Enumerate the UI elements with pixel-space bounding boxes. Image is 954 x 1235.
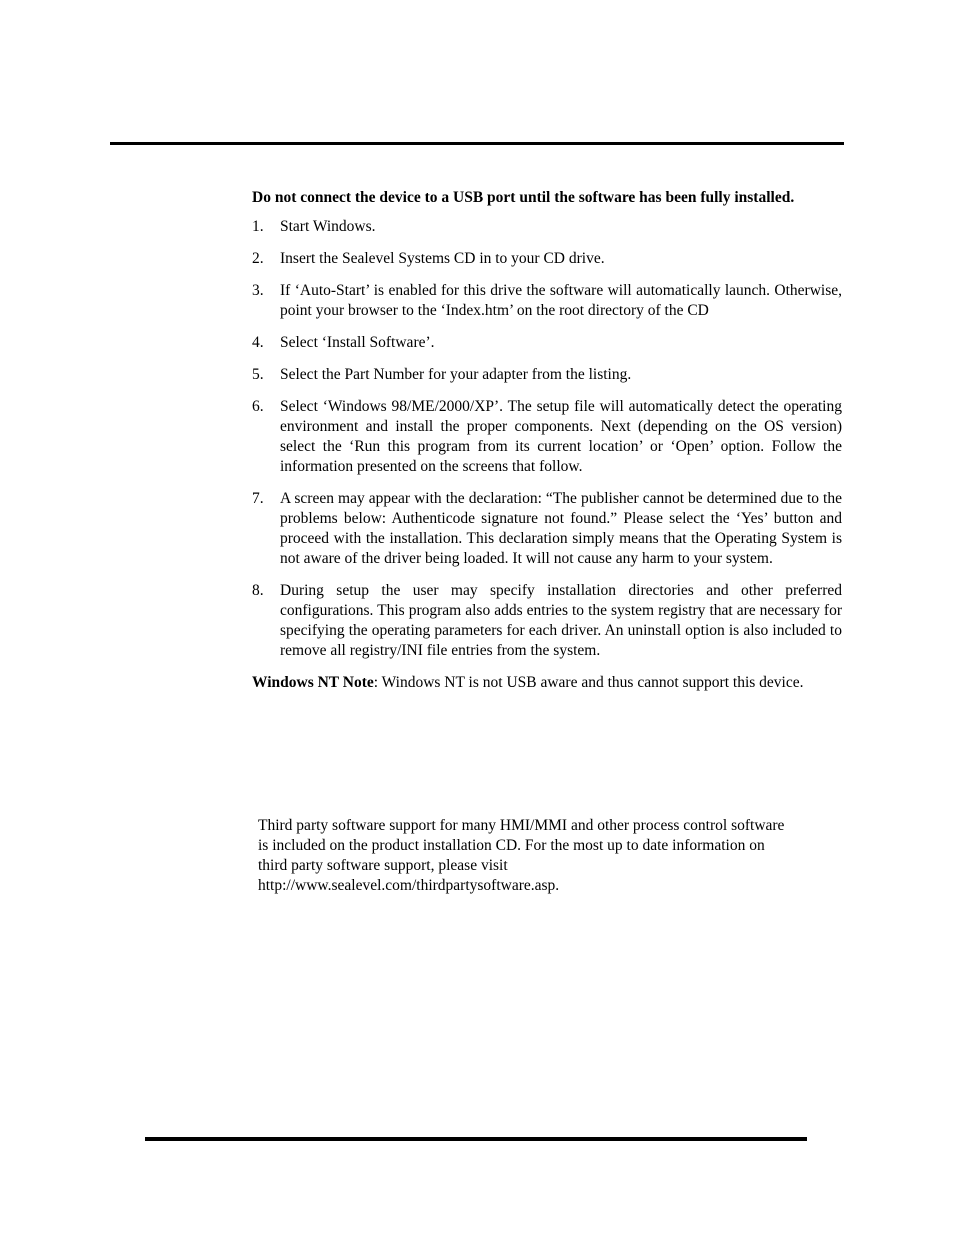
step-number: 2. <box>252 250 264 267</box>
usb-warning: Do not connect the device to a USB port until the software has been fully installed. <box>252 189 795 206</box>
step-text: If ‘Auto-Start’ is enabled for this drive the software will automatically launch. Otherwise, point your browser to the ‘Index.htm’ on the root directory of the CD <box>280 282 842 319</box>
install-step <box>252 249 842 269</box>
install-instructions <box>252 188 842 693</box>
footer-rule <box>145 1137 807 1141</box>
step-text: A screen may appear with the declaration: “The publisher cannot be determined due to the problems below: Authenticode signature not found.” Please select the ‘Yes’ button and proceed with the installation. This declaration simply means that the Operating System is not aware of the driver being loaded. It will not cause any harm to your system. <box>280 490 842 567</box>
install-step <box>252 217 842 237</box>
step-number: 7. <box>252 490 264 507</box>
step-number: 3. <box>252 282 264 299</box>
header-rule <box>110 142 844 145</box>
third-party-line: third party software support, please visit <box>258 857 508 874</box>
install-step <box>252 397 842 477</box>
third-party-line: is included on the product installation CD. For the most up to date information on <box>258 837 765 854</box>
install-step <box>252 333 842 353</box>
step-number: 1. <box>252 218 264 235</box>
step-text: Select the Part Number for your adapter from the listing. <box>280 366 632 383</box>
step-number: 8. <box>252 582 264 599</box>
install-step <box>252 365 842 385</box>
install-step <box>252 489 842 569</box>
step-text: During setup the user may specify installation directories and other preferred configurations. This program also adds entries to the system registry that are necessary for specifying the operating parameters for each driver. An uninstall option is also included to remove all registry/INI file entries from the system. <box>280 582 842 659</box>
step-number: 5. <box>252 366 264 383</box>
nt-note-label: Windows NT Note <box>252 674 374 691</box>
install-steps <box>252 217 842 661</box>
third-party-line: Third party software support for many HMI/MMI and other process control software <box>258 817 785 834</box>
third-party-support <box>258 816 848 896</box>
step-text: Select ‘Windows 98/ME/2000/XP’. The setup file will automatically detect the operating environment and install the proper components. Next (depending on the OS version) select the ‘Run this program from its current location’ or ‘Open’ option. Follow the information presented on the screens that follow. <box>280 398 842 475</box>
windows-nt-note <box>252 673 842 693</box>
install-step <box>252 581 842 661</box>
nt-note-text: : Windows NT is not USB aware and thus cannot support this device. <box>373 674 804 691</box>
install-step <box>252 281 842 321</box>
step-number: 4. <box>252 334 264 351</box>
step-number: 6. <box>252 398 264 415</box>
third-party-url: http://www.sealevel.com/thirdpartysoftware.asp. <box>258 877 560 894</box>
step-text: Select ‘Install Software’. <box>280 334 435 351</box>
step-text: Insert the Sealevel Systems CD in to your CD drive. <box>280 250 605 267</box>
step-text: Start Windows. <box>280 218 376 235</box>
